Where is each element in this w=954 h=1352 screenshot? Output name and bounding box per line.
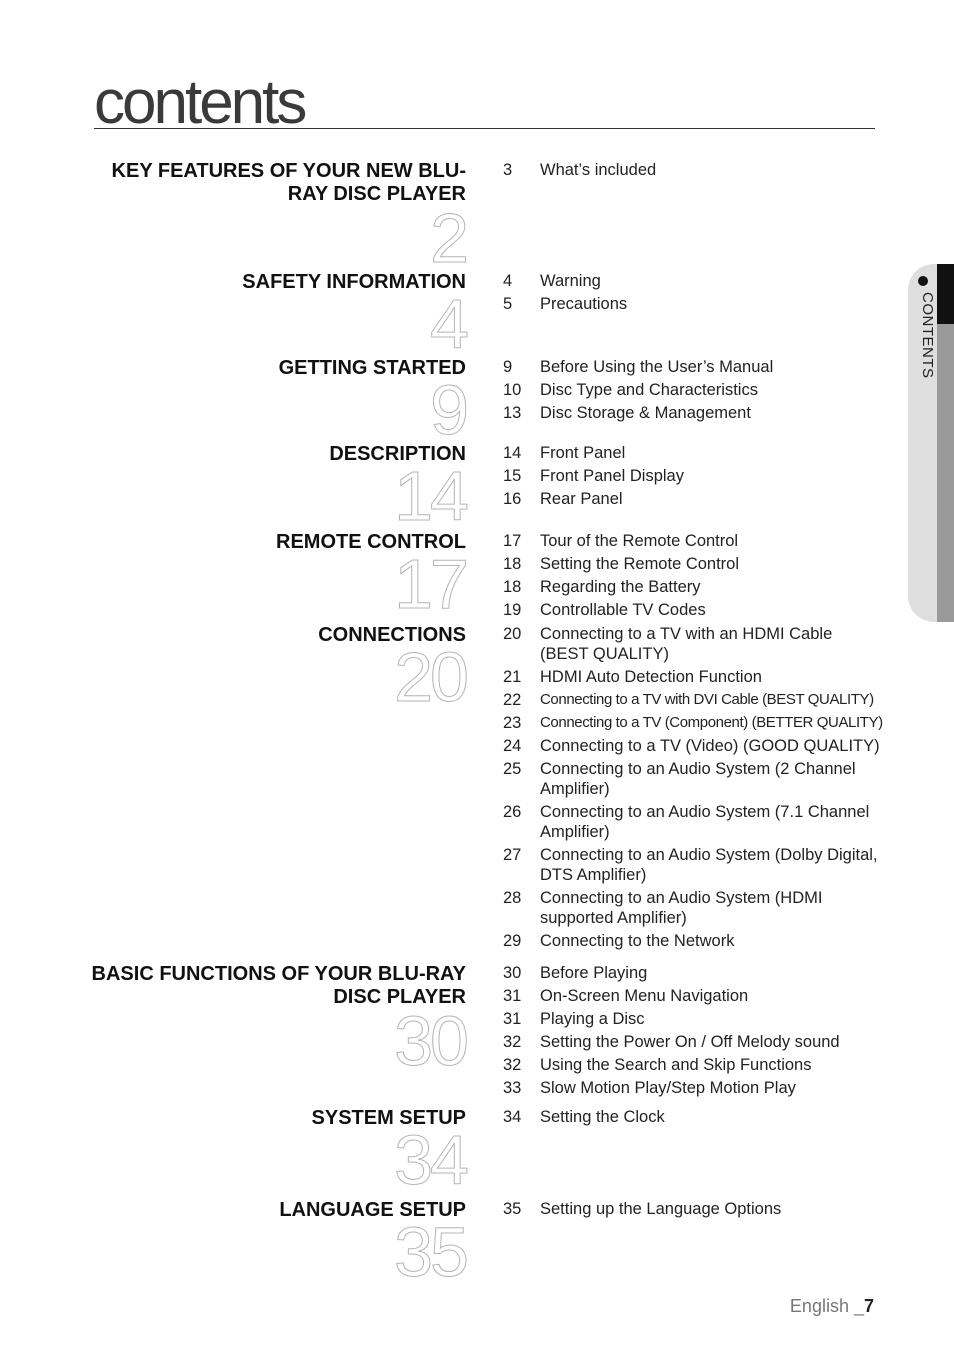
entry-text: Rear Panel <box>540 490 623 508</box>
toc-entry[interactable] <box>503 294 883 314</box>
entry-text: Before Using the User’s Manual <box>540 358 774 376</box>
footer-language: English _ <box>789 1296 864 1316</box>
side-tab-bar <box>937 324 954 622</box>
entry-page: 9 <box>503 358 513 376</box>
toc-entry[interactable] <box>503 1032 883 1052</box>
entry-list <box>503 624 883 951</box>
entry-page: 30 <box>503 964 522 982</box>
side-tab-marker <box>937 264 954 324</box>
toc-entry[interactable] <box>503 554 883 574</box>
toc-entry[interactable] <box>503 963 883 983</box>
toc-entry[interactable] <box>503 624 883 664</box>
page-footer <box>790 1296 874 1317</box>
toc-entry[interactable] <box>503 667 883 687</box>
entry-text: Using the Search and Skip Functions <box>540 1056 812 1074</box>
entry-list <box>503 963 883 1098</box>
entry-text: Playing a Disc <box>540 1010 645 1028</box>
side-tab-label: CONTENTS <box>919 292 936 379</box>
section-title[interactable]: LANGUAGE SETUP <box>279 1199 466 1221</box>
entry-page: 20 <box>503 625 522 643</box>
entry-text: Slow Motion Play/Step Motion Play <box>540 1079 796 1097</box>
toc-entry[interactable] <box>503 1199 883 1219</box>
section-title[interactable]: GETTING STARTED <box>278 357 466 379</box>
section-title[interactable]: SYSTEM SETUP <box>311 1107 466 1129</box>
entry-page: 31 <box>503 987 522 1005</box>
entry-page: 21 <box>503 668 522 686</box>
entry-page: 19 <box>503 601 522 619</box>
entry-text: Connecting to a TV (Component) (BETTER QUALITY) <box>540 714 883 731</box>
entry-text: On-Screen Menu Navigation <box>540 987 749 1005</box>
toc-entry[interactable] <box>503 759 883 799</box>
entry-list <box>503 1199 883 1219</box>
entry-list <box>503 271 883 314</box>
entry-page: 28 <box>503 889 522 907</box>
section-number: 14 <box>394 457 466 535</box>
entry-text: Regarding the Battery <box>540 578 701 596</box>
entry-text: Setting the Remote Control <box>540 555 740 573</box>
entry-text: Connecting to an Audio System (2 Channel Amplifier) <box>540 760 856 798</box>
page-number: 7 <box>863 1296 874 1316</box>
section-title[interactable]: DESCRIPTION <box>329 443 466 465</box>
toc-entry[interactable] <box>503 736 883 756</box>
toc-entry[interactable] <box>503 802 883 842</box>
entry-page: 18 <box>503 578 522 596</box>
entry-list <box>503 357 883 423</box>
toc-entry[interactable] <box>503 600 883 620</box>
entry-page: 4 <box>503 272 513 290</box>
page-title: contents <box>94 68 305 137</box>
entry-list <box>503 1107 883 1127</box>
title-divider <box>94 128 875 129</box>
entry-text: Connecting to a TV with DVI Cable (BEST QUALITY) <box>540 691 874 708</box>
entry-page: 33 <box>503 1079 522 1097</box>
section-number: 20 <box>394 638 466 716</box>
section-title[interactable]: KEY FEATURES OF YOUR NEW BLU-RAY DISC PLAYER <box>111 160 466 205</box>
section-number: 4 <box>430 285 466 363</box>
entry-page: 15 <box>503 467 522 485</box>
entry-text: Connecting to an Audio System (7.1 Channel Amplifier) <box>540 803 870 841</box>
entry-text: Tour of the Remote Control <box>540 532 739 550</box>
toc-entry[interactable] <box>503 690 883 710</box>
section-number: 30 <box>394 1002 466 1080</box>
entry-text: Connecting to a TV (Video) (GOOD QUALITY) <box>540 737 880 755</box>
entry-text: Connecting to a TV with an HDMI Cable (BEST QUALITY) <box>540 625 833 663</box>
entry-text: Setting the Power On / Off Melody sound <box>540 1033 840 1051</box>
toc-entry[interactable] <box>503 1009 883 1029</box>
entry-page: 10 <box>503 381 522 399</box>
entry-text: Setting up the Language Options <box>540 1200 782 1218</box>
entry-text: Precautions <box>540 295 628 313</box>
entry-list <box>503 160 883 180</box>
section-number: 35 <box>394 1213 466 1291</box>
entry-text: Front Panel <box>540 444 626 462</box>
entry-page: 26 <box>503 803 522 821</box>
section-number: 2 <box>430 199 466 277</box>
entry-page: 23 <box>503 714 522 732</box>
entry-list <box>503 531 883 620</box>
entry-page: 14 <box>503 444 522 462</box>
entry-page: 34 <box>503 1108 522 1126</box>
entry-page: 24 <box>503 737 522 755</box>
section-number: 9 <box>430 371 466 449</box>
entry-page: 32 <box>503 1033 522 1051</box>
toc-entry[interactable] <box>503 160 883 180</box>
toc-entry[interactable] <box>503 713 883 733</box>
section-title[interactable]: REMOTE CONTROL <box>276 531 466 553</box>
bullet-icon <box>918 276 928 286</box>
section-title[interactable]: BASIC FUNCTIONS OF YOUR BLU-RAY DISC PLAYER <box>91 963 466 1008</box>
entry-page: 31 <box>503 1010 522 1028</box>
entry-page: 17 <box>503 532 522 550</box>
section-title[interactable]: CONNECTIONS <box>318 624 466 646</box>
entry-page: 32 <box>503 1056 522 1074</box>
toc-entry[interactable] <box>503 357 883 377</box>
toc-entry[interactable] <box>503 888 883 928</box>
entry-page: 16 <box>503 490 522 508</box>
entry-list <box>503 443 883 509</box>
entry-text: What’s included <box>540 161 657 179</box>
entry-text: Controllable TV Codes <box>540 601 706 619</box>
entry-text: Setting the Clock <box>540 1108 665 1126</box>
entry-text: Warning <box>540 272 601 290</box>
toc-entry[interactable] <box>503 466 883 486</box>
entry-text: HDMI Auto Detection Function <box>540 668 762 686</box>
toc-entry[interactable] <box>503 1055 883 1075</box>
entry-page: 35 <box>503 1200 522 1218</box>
entry-text: Disc Type and Characteristics <box>540 381 758 399</box>
toc-entry[interactable] <box>503 380 883 400</box>
entry-page: 22 <box>503 691 522 709</box>
entry-page: 3 <box>503 161 513 179</box>
entry-page: 25 <box>503 760 522 778</box>
entry-text: Connecting to the Network <box>540 932 735 950</box>
toc-entry[interactable] <box>503 531 883 551</box>
toc-entry[interactable] <box>503 577 883 597</box>
toc-entry[interactable] <box>503 1078 883 1098</box>
toc-entry[interactable] <box>503 403 883 423</box>
toc-entry[interactable] <box>503 931 883 951</box>
toc-entry[interactable] <box>503 1107 883 1127</box>
entry-page: 29 <box>503 932 522 950</box>
entry-page: 27 <box>503 846 522 864</box>
entry-text: Before Playing <box>540 964 648 982</box>
toc-entry[interactable] <box>503 443 883 463</box>
toc-entry[interactable] <box>503 845 883 885</box>
section-number: 34 <box>394 1121 466 1199</box>
entry-text: Connecting to an Audio System (Dolby Digital, DTS Amplifier) <box>540 846 878 884</box>
section-number: 17 <box>394 545 466 623</box>
entry-text: Front Panel Display <box>540 467 684 485</box>
entry-page: 18 <box>503 555 522 573</box>
section-title[interactable]: SAFETY INFORMATION <box>242 271 466 293</box>
entry-text: Connecting to an Audio System (HDMI supported Amplifier) <box>540 889 823 927</box>
toc-entry[interactable] <box>503 986 883 1006</box>
entry-page: 5 <box>503 295 513 313</box>
entry-text: Disc Storage & Management <box>540 404 751 422</box>
toc-entry[interactable] <box>503 489 883 509</box>
entry-page: 13 <box>503 404 522 422</box>
toc-entry[interactable] <box>503 271 883 291</box>
